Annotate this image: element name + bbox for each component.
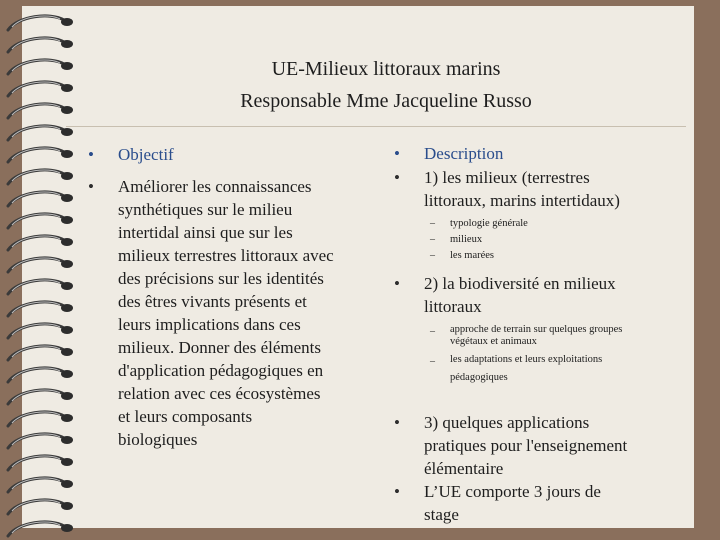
binding-ring: [8, 456, 73, 470]
binding-ring: [8, 258, 73, 272]
dash-marker: –: [430, 326, 435, 337]
bullet-text: Description: [424, 144, 504, 163]
binding-ring: [8, 214, 73, 228]
bullet-marker: •: [394, 482, 400, 501]
bullet-marker: •: [394, 413, 400, 432]
binding-ring: [8, 368, 73, 382]
binding-ring: [8, 236, 73, 250]
bullet-item3: [394, 411, 694, 480]
text-line: biologiques: [118, 430, 198, 449]
bullet-item4: [394, 480, 694, 526]
subitem: [430, 248, 694, 264]
sublist-item2: [430, 324, 694, 384]
binding-ring: [8, 60, 73, 74]
dash-marker: –: [430, 218, 435, 229]
subitem: [430, 216, 694, 232]
subitem: [430, 232, 694, 248]
binding-ring: [8, 434, 73, 448]
text-line: 2) la biodiversité en milieux: [424, 274, 616, 293]
binding-ring: [8, 192, 73, 206]
bullet-ameliorer: [88, 175, 388, 451]
left-column: [88, 143, 388, 451]
text-line: des précisions sur les identités: [118, 269, 324, 288]
binding-ring: [8, 126, 73, 140]
text-line: Améliorer les connaissances: [118, 177, 312, 196]
bullet-item1: [394, 166, 694, 212]
slide-subtitle: Responsable Mme Jacqueline Russo: [240, 90, 532, 112]
binding-ring: [8, 302, 73, 316]
subitem-text: végétaux et animaux: [450, 336, 537, 347]
text-line: 1) les milieux (terrestres: [424, 168, 590, 187]
text-line: littoraux, marins intertidaux): [424, 191, 620, 210]
text-line: stage: [424, 505, 459, 524]
subitem-text: les marées: [450, 250, 495, 261]
subitem-text: typologie générale: [450, 218, 528, 229]
bullet-text: Objectif: [118, 145, 174, 164]
binding-ring: [8, 16, 73, 30]
text-line: relation avec ces écosystèmes: [118, 384, 321, 403]
text-line: 3) quelques applications: [424, 413, 590, 432]
text-line: L’UE comporte 3 jours de: [424, 482, 601, 501]
bullet-marker: •: [394, 168, 400, 187]
subitem-text: pédagogiques: [450, 372, 508, 383]
binding-ring: [8, 500, 73, 514]
binding-ring: [8, 522, 73, 536]
text-line: d'application pédagogiques en: [118, 361, 324, 380]
binding-ring: [8, 390, 73, 404]
binding-ring: [8, 104, 73, 118]
subitem: [430, 324, 694, 348]
text-line: littoraux: [424, 297, 482, 316]
bullet-objectif: [88, 143, 388, 166]
subitem-text: approche de terrain sur quelques groupes: [450, 324, 623, 335]
slide-title: UE-Milieux littoraux marins: [271, 58, 501, 80]
text-line: élémentaire: [424, 459, 504, 478]
subitem: [430, 354, 694, 384]
binding-ring: [8, 412, 73, 426]
text-line: intertidal ainsi que sur les: [118, 223, 293, 242]
subitem-text: milieux: [450, 234, 483, 245]
dash-marker: –: [430, 234, 435, 245]
binding-ring: [8, 280, 73, 294]
text-line: des êtres vivants présents et: [118, 292, 307, 311]
binding-ring: [8, 324, 73, 338]
text-line: milieux. Donner des éléments: [118, 338, 322, 357]
title-divider: [66, 126, 686, 127]
text-line: leurs implications dans ces: [118, 315, 301, 334]
bullet-marker: •: [394, 144, 400, 163]
text-line: milieux terrestres littoraux avec: [118, 246, 334, 265]
binding-ring: [8, 148, 73, 162]
spiral-binding: [0, 0, 80, 540]
bullet-marker: •: [88, 145, 94, 164]
bullet-description: [394, 142, 694, 165]
binding-ring: [8, 346, 73, 360]
text-line: et leurs composants: [118, 407, 253, 426]
binding-ring: [8, 478, 73, 492]
sublist-item1: [430, 216, 694, 264]
binding-ring: [8, 170, 73, 184]
text-line: synthétiques sur le milieu: [118, 200, 293, 219]
binding-ring: [8, 38, 73, 52]
dash-marker: –: [430, 356, 435, 367]
text-line: pratiques pour l'enseignement: [424, 436, 628, 455]
bullet-marker: •: [394, 274, 400, 293]
subitem-text: les adaptations et leurs exploitations: [450, 354, 603, 365]
bullet-item2: [394, 272, 694, 318]
binding-ring: [8, 82, 73, 96]
right-column: [394, 142, 694, 526]
dash-marker: –: [430, 250, 435, 261]
bullet-marker: •: [88, 177, 94, 196]
